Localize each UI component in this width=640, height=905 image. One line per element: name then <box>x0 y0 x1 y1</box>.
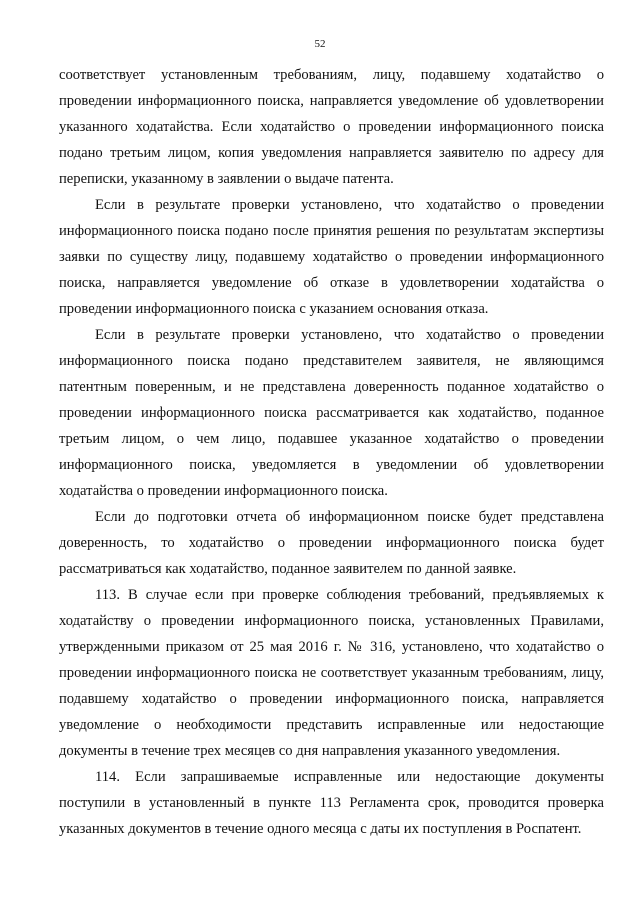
paragraph-continuation: соответствует установленным требованиям, лицу, подавшему ходатайство о проведении информационного поиска, направляется уведомление об удовлетворении указанного ходатайства. Если ходатайство о проведении информационного поиска подано третьим лицом, копия уведомления направляется заявителю по адресу для переписки, указанному в заявлении о выдаче патента. <box>59 67 604 187</box>
paragraph-power-of-attorney-submitted: Если до подготовки отчета об информационном поиске будет представлена доверенность, то ходатайство о проведении информационного поиска будет рассматриваться как ходатайство, поданное заявителем по данной заявке. <box>59 509 604 577</box>
paragraph-clause-113: 113. В случае если при проверке соблюдения требований, предъявляемых к ходатайству о проведении информационного поиска, установленных Правилами, утвержденными приказом от 25 мая 2016 г. № 316, установлено, что ходатайство о проведении информационного поиска не соответствует указанным требованиям, лицу, подавшему ходатайство о проведении информационного поиска, направляется уведомление о необходимости представить исправленные или недостающие документы в течение трех месяцев со дня направления указанного уведомления. <box>59 587 604 759</box>
paragraph-refusal-after-decision: Если в результате проверки установлено, что ходатайство о проведении информационного поиска подано после принятия решения по результатам экспертизы заявки по существу лицу, подавшему ходатайство о проведении информационного поиска, направляется уведомление об отказе в удовлетворении ходатайства о проведении информационного поиска с указанием основания отказа. <box>59 197 604 317</box>
paragraph-clause-114: 114. Если запрашиваемые исправленные или недостающие документы поступили в установленный в пункте 113 Регламента срок, проводится проверка указанных документов в течение одного месяца с даты их поступления в Роспатент. <box>59 769 604 837</box>
page-number: 52 <box>314 38 326 50</box>
paragraph-representative-no-power-of-attorney: Если в результате проверки установлено, что ходатайство о проведении информационного поиска подано представителем заявителя, не являющимся патентным поверенным, и не представлена доверенность поданное ходатайство о проведении информационного поиска рассматривается как ходатайство, поданное третьим лицом, о чем лицо, подавшее указанное ходатайство о проведении информационного поиска, уведомляется в уведомлении об удовлетворении ходатайства о проведении информационного поиска. <box>59 327 604 499</box>
document-body <box>59 62 604 842</box>
